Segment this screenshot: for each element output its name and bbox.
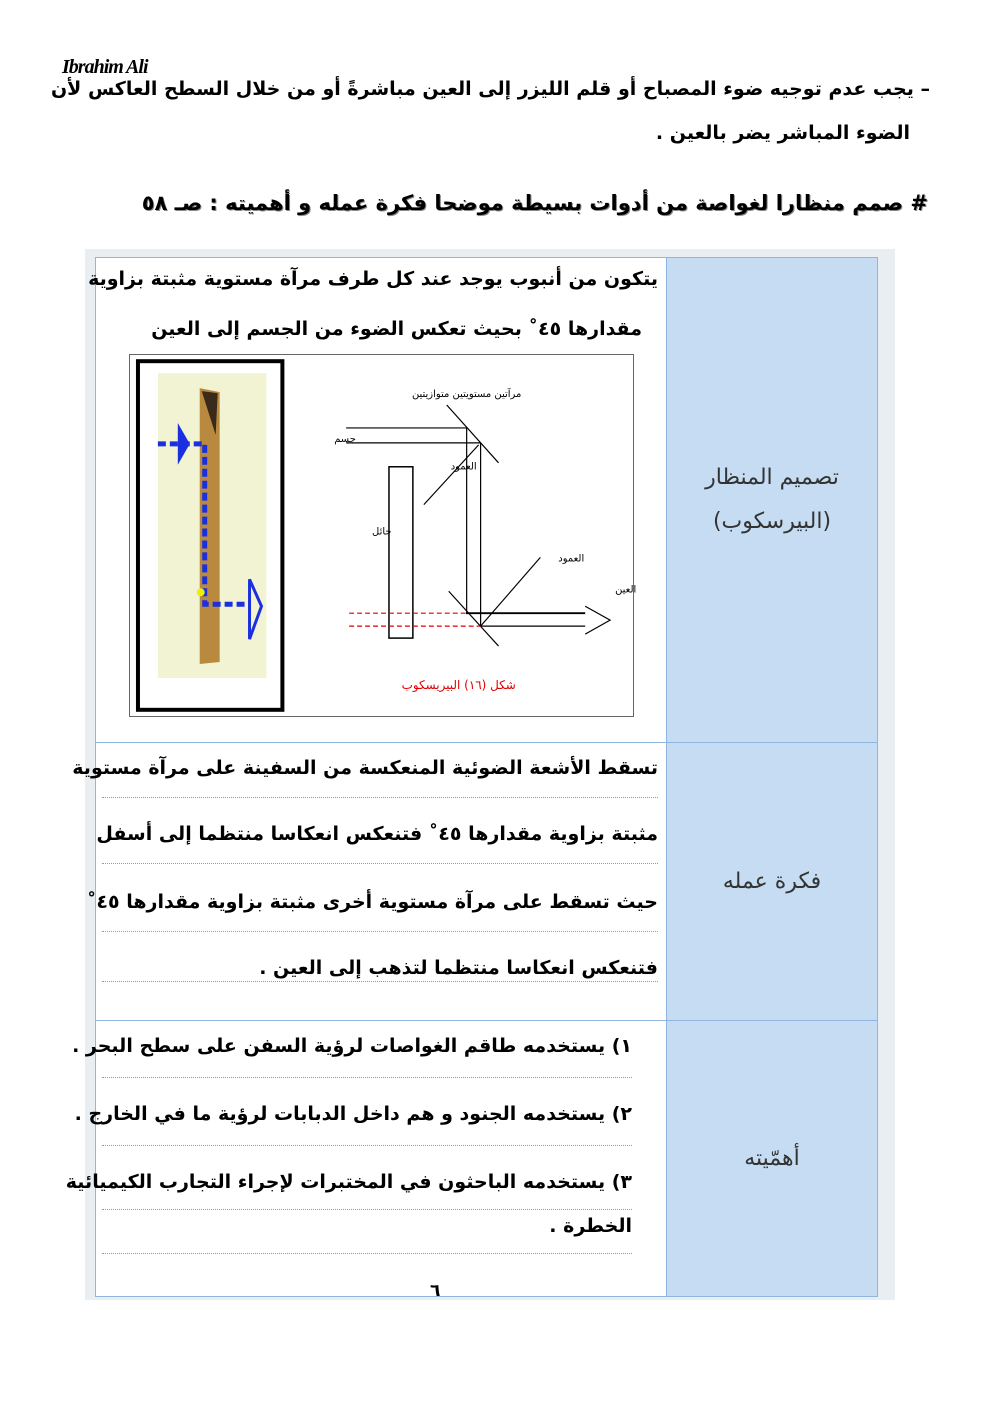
design-cell	[88, 258, 668, 742]
importance-line-2: ٢) يستخدمه الجنود و هم داخل الدبابات لرؤية ما في الخارج .	[102, 1103, 632, 1146]
importance-line-1: ١) يستخدمه طاقم الغواصات لرؤية السفن على سطح البحر .	[102, 1035, 632, 1078]
label-working-idea: فكرة عمله	[666, 743, 877, 1020]
label-importance: أهمّيته	[666, 1021, 877, 1296]
normal-line	[424, 445, 479, 505]
figure-caption: شكل (١٦) البيريسكوب	[401, 677, 516, 692]
top-mirror	[447, 405, 499, 463]
periscope-table	[65, 257, 878, 1297]
working-line-3: حيث تسقط على مرآة مستوية أخرى مثبتة بزاوية مقدارها ٤٥˚	[102, 891, 658, 932]
working-line-2: مثبتة بزاوية مقدارها ٤٥˚ فتنعكس انعكاسا منتظما إلى أسفل	[102, 823, 658, 864]
normal-label-2: العمود	[558, 553, 585, 565]
intro-line-2: الضوء المباشر يضر بالعين .	[655, 122, 910, 144]
object-label: جسم	[334, 433, 356, 445]
importance-cell	[65, 1021, 668, 1296]
importance-line-4: الخطرة .	[102, 1215, 632, 1254]
design-line-2: مقدارها ٤٥˚ بحيث تعكس الضوء من الجسم إلى العين	[151, 318, 642, 340]
page-number: ٦	[430, 1281, 441, 1301]
design-line-1: يتكون من أنبوب يوجد عند كل طرف مرآة مستوية مثبتة بزاوية	[88, 268, 658, 290]
label-design-line2: (البيرسكوب)	[712, 509, 832, 534]
task-heading: # صمم منظارا لغواصة من أدوات بسيطة موضحا فكرة عمله و أهميته : صـ ٥٨	[141, 191, 928, 215]
periscope-figure	[130, 355, 637, 716]
periscope-tube	[200, 388, 220, 664]
author-name: Ibrahim Ali	[62, 56, 148, 78]
working-line-1: تسقط الأشعة الضوئية المنعكسة من السفينة على مرآة مستوية	[102, 757, 658, 798]
importance-line-3: ٣) يستخدمه الباحثون في المختبرات لإجراء التجارب الكيميائية	[102, 1171, 632, 1210]
mirrors-label: مرآتين مستويتين متوازيتين	[411, 389, 522, 401]
label-design-line1: تصميم المنظار	[705, 465, 839, 490]
intro-line-1: – يجب عدم توجيه ضوء المصباح أو قلم الليزر إلى العين مباشرةً أو من خلال السطح العاكس لأن	[50, 78, 930, 100]
normal-label-1: العمود	[450, 461, 477, 473]
working-idea-cell	[72, 743, 668, 1020]
label-design	[666, 258, 877, 742]
working-line-4: فتنعكس انعكاسا منتظما لتذهب إلى العين .	[102, 957, 658, 982]
bottom-mirror	[449, 591, 499, 646]
periscope-diagram	[129, 354, 637, 717]
barrier-label: حائل	[372, 526, 392, 538]
barrier	[389, 467, 413, 638]
eye-label: العين	[615, 584, 637, 596]
